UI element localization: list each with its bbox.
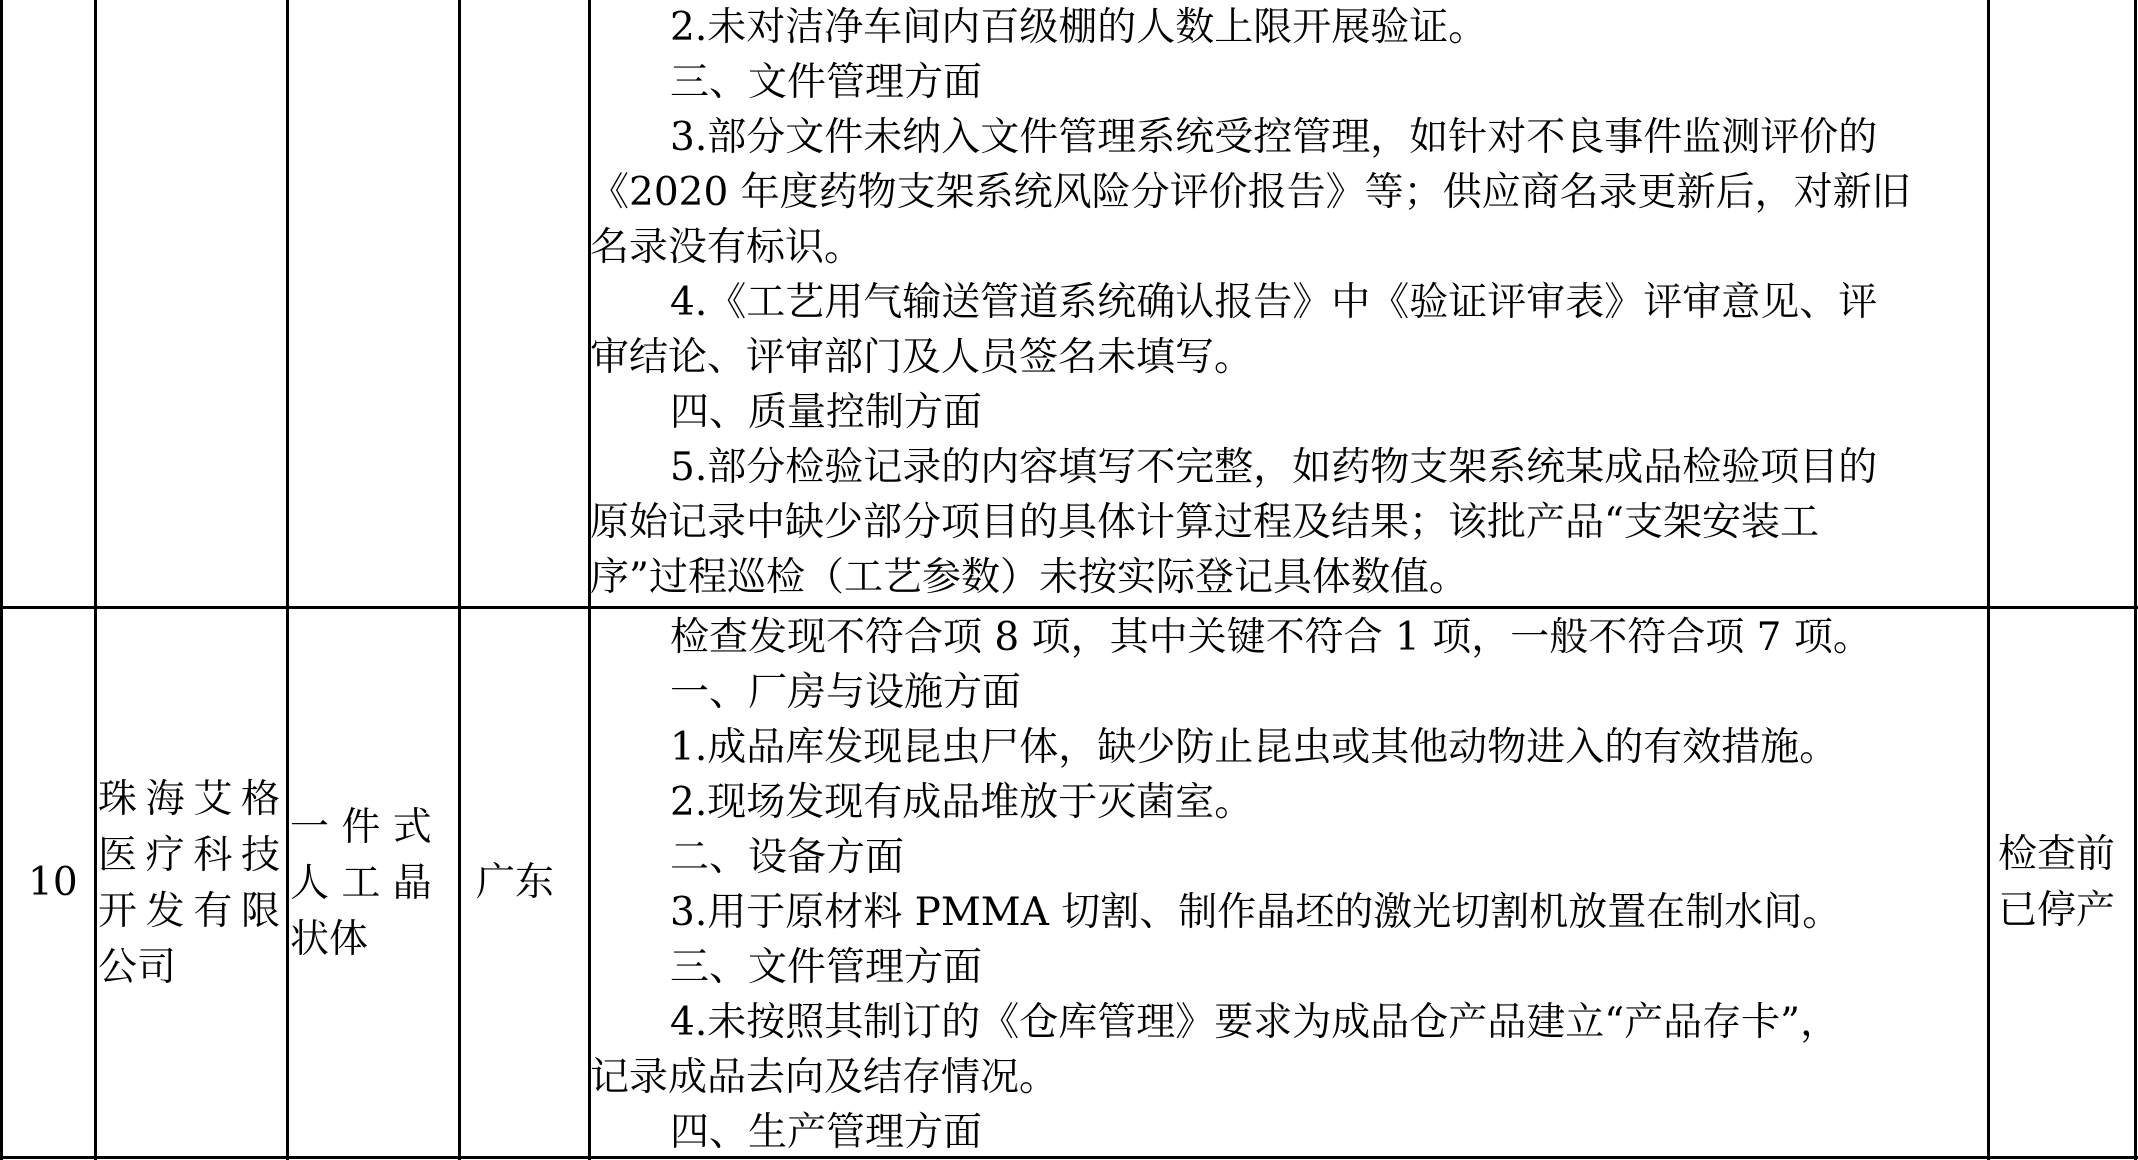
- issue-line: 1.成品库发现昆虫尸体，缺少防止昆虫或其他动物进入的有效措施。: [670, 725, 1839, 770]
- status-line: 已停产: [1998, 888, 2116, 933]
- issue-line: 序”过程巡检（工艺参数）未按实际登记具体数值。: [590, 555, 1468, 600]
- product-name-line: 状体: [290, 917, 369, 962]
- issue-heading: 四、生产管理方面: [670, 1110, 983, 1155]
- issue-heading: 三、文件管理方面: [670, 60, 983, 105]
- column-divider: [94, 0, 97, 1160]
- issue-summary: 检查发现不符合项 8 项，其中关键不符合 1 项，一般不符合项 7 项。: [670, 615, 1872, 660]
- issue-line: 名录没有标识。: [590, 225, 864, 270]
- company-name-line: 开发有限: [98, 889, 280, 934]
- issue-line: 原始记录中缺少部分项目的具体计算过程及结果；该批产品“支架安装工: [590, 500, 1819, 545]
- issue-line: 《2020 年度药物支架系统风险分评价报告》等；供应商名录更新后，对新旧: [590, 170, 1911, 215]
- issue-line: 5.部分检验记录的内容填写不完整，如药物支架系统某成品检验项目的: [670, 445, 1878, 490]
- table-border-bottom: [0, 1156, 2138, 1159]
- issue-heading: 一、厂房与设施方面: [670, 670, 1022, 715]
- company-name-line: 珠海艾格: [98, 777, 280, 822]
- issue-line: 3.用于原材料 PMMA 切割、制作晶坯的激光切割机放置在制水间。: [670, 890, 1842, 935]
- issue-line: 3.部分文件未纳入文件管理系统受控管理，如针对不良事件监测评价的: [670, 115, 1878, 160]
- column-divider: [286, 0, 289, 1160]
- column-divider: [458, 0, 461, 1160]
- product-name-line: 人 工 晶: [290, 861, 432, 906]
- issue-line: 2.现场发现有成品堆放于灭菌室。: [670, 780, 1254, 825]
- company-name-line: 医疗科技: [98, 833, 280, 878]
- issue-line: 记录成品去向及结存情况。: [590, 1055, 1059, 1100]
- row-divider: [0, 606, 2138, 609]
- province-cell: 广东: [476, 860, 555, 905]
- issue-heading: 三、文件管理方面: [670, 945, 983, 990]
- column-divider: [1987, 0, 1990, 1160]
- company-name-line: 公司: [98, 945, 177, 990]
- issue-heading: 四、质量控制方面: [670, 390, 983, 435]
- table-border-right: [2134, 0, 2137, 1160]
- issue-line: 4.《工艺用气输送管道系统确认报告》中《验证评审表》评审意见、评: [670, 280, 1878, 325]
- issue-heading: 二、设备方面: [670, 835, 905, 880]
- table-border-left: [0, 0, 3, 1160]
- issue-line: 4.未按照其制订的《仓库管理》要求为成品仓产品建立“产品存卡”，: [670, 1000, 1840, 1045]
- row-index: 10: [28, 860, 78, 905]
- issue-line: 审结论、评审部门及人员签名未填写。: [590, 335, 1254, 380]
- issue-line: 2.未对洁净车间内百级棚的人数上限开展验证。: [670, 5, 1488, 50]
- product-name-line: 一 件 式: [290, 805, 432, 850]
- status-line: 检查前: [1998, 832, 2116, 877]
